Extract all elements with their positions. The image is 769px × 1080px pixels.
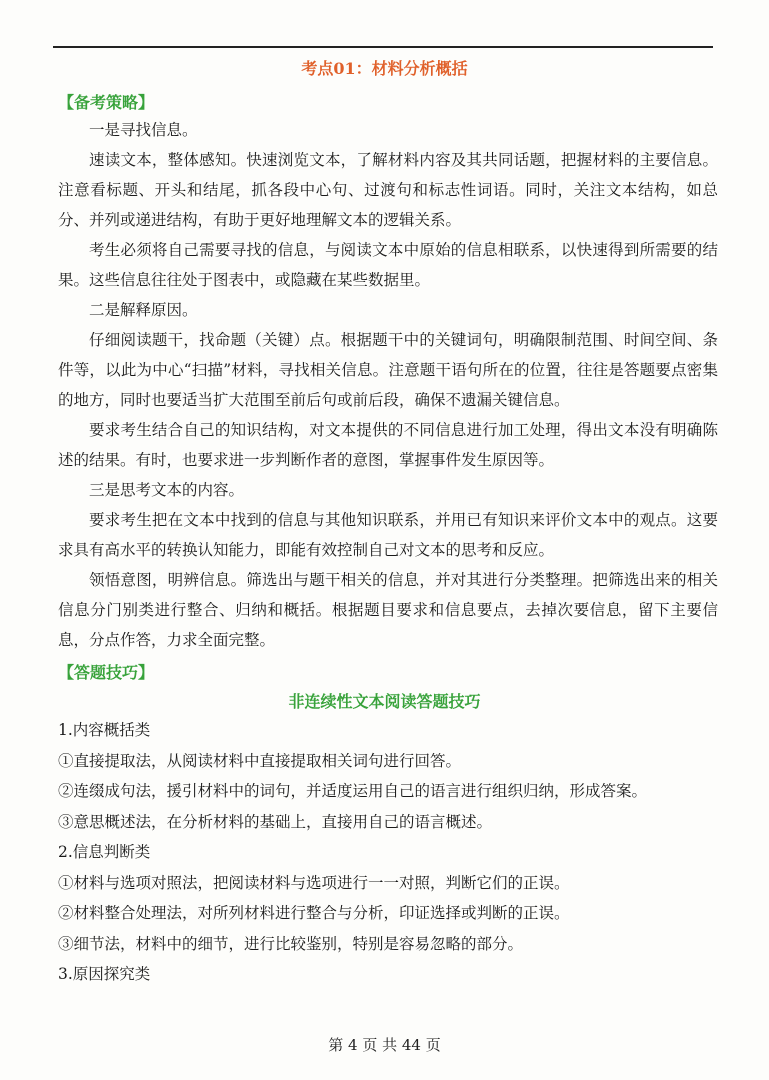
technique-line: 1.内容概括类 bbox=[58, 721, 151, 739]
strategy-paragraph: 要求考生结合自己的知识结构，对文本提供的不同信息进行加工处理，得出文本没有明确陈述的结果。有时，也要求进一步判断作者的意图，掌握事件发生原因等。 bbox=[58, 421, 718, 469]
technique-line: ①材料与选项对照法，把阅读材料与选项进行一一对照，判断它们的正误。 bbox=[58, 873, 570, 892]
technique-line: 3.原因探究类 bbox=[58, 965, 151, 983]
technique-line: ①直接提取法，从阅读材料中直接提取相关词句进行回答。 bbox=[58, 751, 462, 770]
techniques-subtitle: 非连续性文本阅读答题技巧 bbox=[288, 692, 481, 711]
strategy-paragraph: 要求考生把在文本中找到的信息与其他知识联系，并用已有知识来评价文本中的观点。这要求具有高水平的转换认知能力，即能有效控制自己对文本的思考和反应。 bbox=[58, 511, 718, 559]
techniques-body bbox=[58, 715, 718, 990]
technique-line: ③意思概述法，在分析材料的基础上，直接用自己的语言概述。 bbox=[58, 812, 493, 831]
technique-line: ②连缀成句法，援引材料中的词句，并适度运用自己的语言进行组织归纳，形成答案。 bbox=[58, 782, 648, 800]
strategy-paragraph: 二是解释原因。 bbox=[89, 301, 198, 319]
strategy-paragraph: 领悟意图，明辨信息。筛选出与题干相关的信息，并对其进行分类整理。把筛选出来的相关信息分门别类进行整合、归纳和概括。根据题目要求和信息要点，去掉次要信息，留下主要信息，分点作答，力求全面完整。 bbox=[58, 571, 718, 649]
strategy-paragraph: 速读文本，整体感知。快速浏览文本，了解材料内容及其共同话题，把握材料的主要信息。注意看标题、开头和结尾，抓各段中心句、过渡句和标志性词语。同时，关注文本结构，如总分、并列或递进结构，有助于更好地理解文本的逻辑关系。 bbox=[58, 151, 718, 229]
page-footer: 第 4 页 共 44 页 bbox=[328, 1036, 441, 1054]
strategy-paragraph: 三是思考文本的内容。 bbox=[89, 481, 245, 499]
technique-line: ③细节法，材料中的细节，进行比较鉴别，特别是容易忽略的部分。 bbox=[58, 934, 524, 953]
strategy-paragraph: 考生必须将自己需要寻找的信息，与阅读文本中原始的信息相联系，以快速得到所需要的结果。这些信息往往处于图表中，或隐藏在某些数据里。 bbox=[58, 241, 718, 289]
strategy-heading: 【备考策略】 bbox=[58, 93, 155, 112]
strategy-paragraph: 一是寻找信息。 bbox=[89, 121, 198, 139]
header-rule bbox=[53, 46, 713, 48]
technique-line: 2.信息判断类 bbox=[58, 843, 151, 861]
technique-line: ②材料整合处理法，对所列材料进行整合与分析，印证选择或判断的正误。 bbox=[58, 904, 570, 922]
techniques-heading: 【答题技巧】 bbox=[58, 663, 155, 682]
strategy-paragraph: 仔细阅读题干，找命题（关键）点。根据题干中的关键词句，明确限制范围、时间空间、条件等，以此为中心“扫描”材料，寻找相关信息。注意题干语句所在的位置，往往是答题要点密集的地方，同时也要适当扩大范围至前后句或前后段，确保不遗漏关键信息。 bbox=[58, 331, 718, 409]
strategy-body bbox=[58, 115, 718, 655]
page-title: 考点01：材料分析概括 bbox=[301, 59, 468, 78]
